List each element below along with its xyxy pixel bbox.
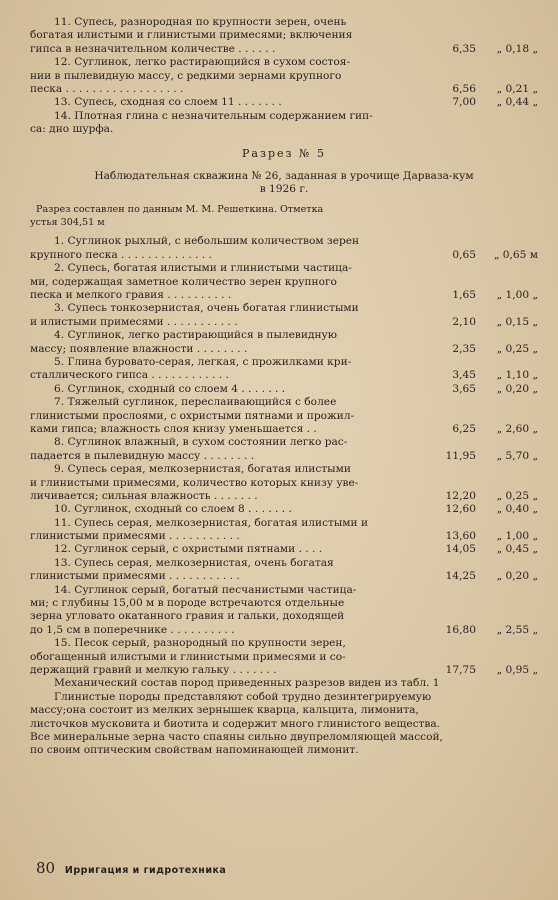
thickness-value: „ 0,25 „ (496, 489, 538, 502)
layer-line (30, 543, 538, 556)
thickness-value: „ 0,45 „ (496, 543, 538, 556)
paragraph-line (30, 744, 538, 757)
depth-value: 6,35 (452, 42, 476, 55)
thickness-value: „ 0,20 „ (496, 570, 538, 583)
thickness-value: „ 1,00 „ (496, 289, 538, 302)
depth-value: 12,20 (445, 489, 476, 502)
layer-line-text: ми; с глубины 15,00 м в породе встречаются отдельные (30, 597, 345, 610)
depth-value: 16,80 (445, 623, 476, 636)
text-line (30, 56, 538, 69)
thickness-value: „ 1,10 „ (496, 369, 538, 382)
layer-line-text: глинистыми примесями . . . . . . . . . . . (30, 530, 240, 543)
layer-line (30, 369, 538, 382)
layer-line-text: массу; появление влажности . . . . . . . . (30, 342, 248, 355)
text-line (30, 123, 538, 136)
layer-line-text: 10. Суглинок, сходный со слоем 8 . . . . . . . (54, 503, 292, 516)
text-line-text: 14. Плотная глина с незначительным содержанием гип- (54, 109, 373, 122)
layer-line-text: ми, содержащая заметное количество зерен крупного (30, 275, 337, 288)
note-line-2: устья 304,51 м (30, 217, 105, 229)
thickness-value: „ 2,55 „ (496, 623, 538, 636)
layer-line (30, 383, 538, 396)
depth-value: 11,95 (445, 449, 476, 462)
text-line (30, 70, 538, 83)
layer-line-text: крупного песка . . . . . . . . . . . . . . (30, 248, 212, 261)
thickness-value: „ 0,15 „ (496, 315, 538, 328)
layer-line (30, 235, 538, 248)
thickness-value: „ 5,70 „ (496, 449, 538, 462)
layer-line (30, 477, 538, 490)
paragraph-line-text: по своим оптическим свойствам напоминающей лимонит. (30, 744, 359, 757)
text-line-text: 12. Суглинок, легко растирающийся в сухом состоя- (54, 56, 351, 69)
layer-line (30, 276, 538, 289)
text-line-text: са: дно шурфа. (30, 123, 114, 136)
layer-line (30, 503, 538, 516)
layer-line (30, 490, 538, 503)
paragraph-line-text: Глинистые породы представляют собой трудно дезинтегрируемую (54, 690, 432, 703)
depth-value: 13,60 (445, 530, 476, 543)
layer-line (30, 570, 538, 583)
depth-value: 3,65 (452, 382, 476, 395)
layer-line (30, 316, 538, 329)
layer-line-text: ками гипса; влажность слоя книзу уменьшается . . (30, 422, 317, 435)
layer-line-text: 7. Тяжелый суглинок, переслаивающийся с более (54, 396, 337, 409)
thickness-value: „ 1,00 „ (496, 530, 538, 543)
thickness-value: „ 0,20 „ (496, 382, 538, 395)
paragraph-line-text: Все минеральные зерна часто спаяны сильно двупреломляющей массой, (30, 730, 443, 743)
depth-thickness (440, 83, 538, 96)
depth-thickness (440, 624, 538, 637)
layer-line (30, 356, 538, 369)
text-line (30, 83, 538, 96)
layer-line-text: до 1,5 см в поперечнике . . . . . . . . . . (30, 623, 235, 636)
depth-thickness (440, 43, 538, 56)
layer-line-text: зерна угловато окатанного гравия и гальки, доходящей (30, 610, 345, 623)
paragraph-line-text: Механический состав пород приведенных разрезов виден из табл. 1 (54, 677, 440, 690)
layer-line (30, 302, 538, 315)
text-line (30, 96, 538, 109)
previous-section-layers (30, 16, 538, 137)
depth-thickness (440, 570, 538, 583)
layer-line (30, 597, 538, 610)
layer-line-text: 11. Супесь серая, мелкозернистая, богатая илистыми и (54, 516, 369, 529)
layer-line-text: личивается; сильная влажность . . . . . . . (30, 489, 258, 502)
depth-thickness (440, 343, 538, 356)
text-line-text: 13. Супесь, сходная со слоем 11 . . . . . . . (54, 96, 282, 109)
depth-thickness (440, 490, 538, 503)
depth-thickness (440, 664, 538, 677)
depth-thickness (440, 369, 538, 382)
subheading-line-1: Наблюдательная скважина № 26, заданная в урочище Дарваза-кум (94, 169, 474, 182)
paragraph-line (30, 677, 538, 690)
layer-line-text: обогащенный илистыми и глинистыми примесями и со- (30, 650, 346, 663)
depth-value: 17,75 (445, 663, 476, 676)
subheading-line-2: в 1926 г. (259, 183, 309, 196)
depth-thickness (440, 383, 538, 396)
layer-line (30, 289, 538, 302)
thickness-value: „ 0,25 „ (496, 342, 538, 355)
closing-paragraph (30, 677, 538, 757)
layer-line (30, 249, 538, 262)
depth-value: 2,35 (452, 342, 476, 355)
layer-line-text: 9. Супесь серая, мелкозернистая, богатая илистыми (54, 463, 351, 476)
layer-line-text: и глинистыми примесями, количество которых книзу уве- (30, 476, 359, 489)
text-line-text: нии в пылевидную массу, с редкими зернами крупного (30, 69, 342, 82)
layer-line-text: глинистыми примесями . . . . . . . . . . . (30, 570, 240, 583)
thickness-value: „ 0,44 „ (496, 96, 538, 109)
thickness-value: „ 0,95 „ (496, 663, 538, 676)
layer-line-text: 12. Суглинок серый, с охристыми пятнами . . . . (54, 543, 323, 556)
layer-line-text: 8. Суглинок влажный, в сухом состоянии легко рас- (54, 436, 348, 449)
layer-line-text: 2. Супесь, богатая илистыми и глинистыми частица- (54, 262, 352, 275)
layer-line-text: и илистыми примесями . . . . . . . . . . . (30, 315, 238, 328)
text-line-text: гипса в незначительном количестве . . . . . . (30, 42, 276, 55)
layer-line (30, 610, 538, 623)
layer-line (30, 664, 538, 677)
page-number: 80 (36, 859, 56, 877)
text-line (30, 110, 538, 123)
thickness-value: „ 0,40 „ (496, 503, 538, 516)
layer-line (30, 396, 538, 409)
layer-line-text: 1. Суглинок рыхлый, с небольшим количеством зерен (54, 235, 360, 248)
layer-line-text: 6. Суглинок, сходный со слоем 4 . . . . . . . (54, 382, 286, 395)
depth-value: 0,65 (452, 248, 476, 261)
paragraph-line-text: листочков мусковита и биотита и содержит много глинистого вещества. (30, 717, 441, 730)
layer-line-text: сталлического гипса . . . . . . . . . . . . (30, 369, 229, 382)
layer-line (30, 637, 538, 650)
paragraph-line (30, 718, 538, 731)
layer-line-text: глинистыми прослоями, с охристыми пятнами и прожил- (30, 409, 355, 422)
text-line (30, 16, 538, 29)
depth-value: 6,25 (452, 422, 476, 435)
depth-thickness (440, 450, 538, 463)
paragraph-line (30, 731, 538, 744)
layer-line-text: 15. Песок серый, разнородный по крупности зерен, (54, 637, 346, 650)
layer-line (30, 530, 538, 543)
depth-thickness (440, 96, 538, 109)
text-line (30, 43, 538, 56)
page-footer (36, 859, 226, 877)
text-line-text: богатая илистыми и глинистыми примесями; включения (30, 29, 353, 42)
text-line-text: песка . . . . . . . . . . . . . . . . . . (30, 82, 184, 95)
layer-line (30, 651, 538, 664)
layer-line-text: песка и мелкого гравия . . . . . . . . . . (30, 289, 232, 302)
depth-value: 3,45 (452, 369, 476, 382)
thickness-value: „ 0,18 „ (496, 42, 538, 55)
layer-line (30, 463, 538, 476)
layer-line (30, 557, 538, 570)
layer-line (30, 329, 538, 342)
layer-line-text: держащий гравий и мелкую гальку . . . . . . . (30, 663, 277, 676)
layer-line (30, 624, 538, 637)
depth-thickness (440, 316, 538, 329)
layer-line-text: 3. Супесь тонкозернистая, очень богатая глинистыми (54, 302, 359, 315)
depth-value: 1,65 (452, 289, 476, 302)
layer-line (30, 584, 538, 597)
depth-value: 14,25 (445, 570, 476, 583)
text-line-text: 11. Супесь, разнородная по крупности зерен, очень (54, 16, 347, 28)
depth-thickness (440, 543, 538, 556)
layer-line-text: 4. Суглинок, легко растирающийся в пылевидную (54, 329, 337, 342)
layer-line (30, 262, 538, 275)
depth-value: 2,10 (452, 315, 476, 328)
thickness-value: „ 0,21 „ (496, 82, 538, 95)
depth-thickness (440, 249, 538, 262)
paragraph-line-text: массу;она состоит из мелких зернышек кварца, кальцита, лимонита, (30, 704, 419, 717)
layer-line-text: 14. Суглинок серый, богатый песчанистыми частица- (54, 583, 357, 596)
text-line (30, 29, 538, 42)
note-line-1: Разрез составлен по данным М. М. Решеткина. Отметка (36, 203, 324, 215)
depth-thickness (440, 423, 538, 436)
thickness-value: „ 2,60 „ (496, 422, 538, 435)
depth-value: 14,05 (445, 543, 476, 556)
layer-line (30, 423, 538, 436)
depth-thickness (440, 503, 538, 516)
layer-line (30, 436, 538, 449)
layer-line-text: 13. Супесь серая, мелкозернистая, очень богатая (54, 556, 334, 569)
layer-line (30, 343, 538, 356)
section-heading: Разрез № 5 (242, 146, 326, 160)
depth-value: 12,60 (445, 503, 476, 516)
layer-line-text: падается в пылевидную массу . . . . . . . . (30, 449, 255, 462)
paragraph-line (30, 704, 538, 717)
paragraph-line (30, 691, 538, 704)
depth-value: 6,56 (452, 82, 476, 95)
page-content (30, 16, 538, 758)
depth-thickness (440, 530, 538, 543)
section-layers (30, 235, 538, 677)
layer-line (30, 450, 538, 463)
depth-thickness (440, 289, 538, 302)
depth-value: 7,00 (452, 96, 476, 109)
layer-line (30, 410, 538, 423)
layer-line (30, 517, 538, 530)
thickness-value: „ 0,65 м (493, 248, 538, 261)
layer-line-text: 5. Глина буровато-серая, легкая, с прожилками кри- (54, 355, 352, 368)
journal-title: Ирригация и гидротехника (64, 865, 227, 876)
